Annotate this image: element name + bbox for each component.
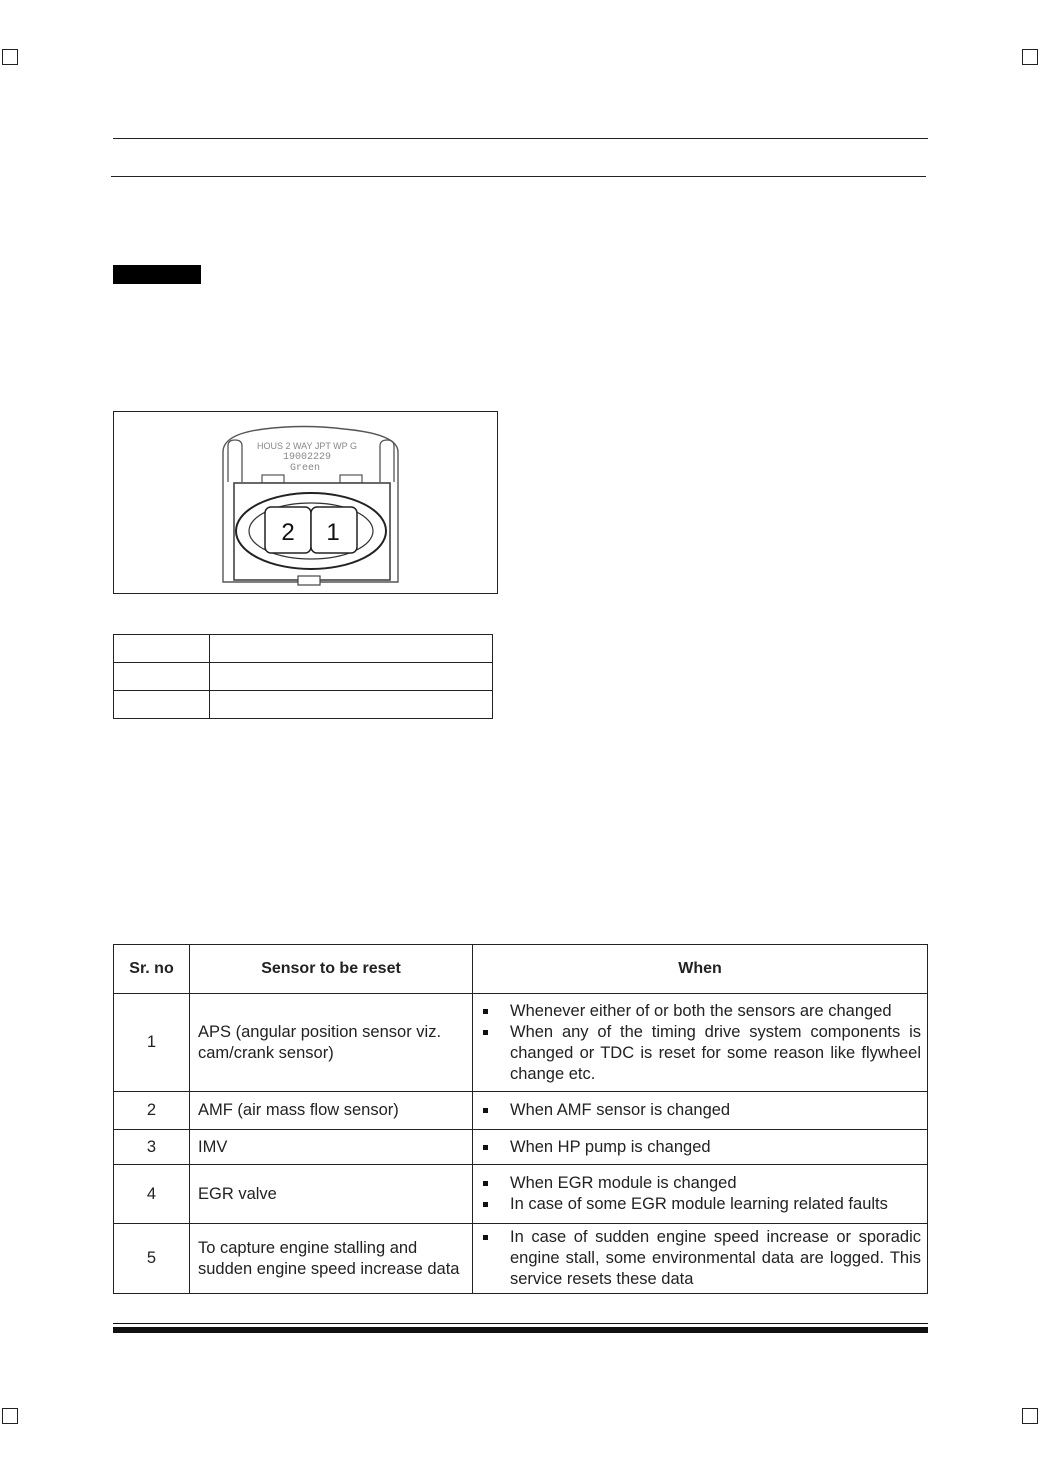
table-header-row — [114, 945, 928, 994]
sensor-reset-table — [113, 944, 928, 1294]
pin-table-cell — [210, 691, 493, 719]
sensor-cell: To capture engine stalling and sudden engine speed increase data — [190, 1224, 473, 1294]
when-cell — [473, 1165, 928, 1224]
sr-no-cell: 3 — [114, 1130, 190, 1165]
footer-rule-thick — [113, 1327, 928, 1333]
when-cell — [473, 994, 928, 1092]
table-row — [114, 1130, 928, 1165]
pin-table-cell — [114, 691, 210, 719]
connector-figure — [113, 411, 498, 594]
pin-table — [113, 634, 493, 719]
when-bullet: When any of the timing drive system components is changed or TDC is reset for some reason like flywheel change etc. — [481, 1022, 921, 1085]
sr-no-cell: 4 — [114, 1165, 190, 1224]
when-cell — [473, 1224, 928, 1294]
table-row — [114, 691, 493, 719]
when-cell — [473, 1092, 928, 1130]
sr-no-cell: 1 — [114, 994, 190, 1092]
crop-mark-top-right — [1022, 49, 1038, 65]
header-rule-bottom — [111, 176, 926, 177]
when-bullet: Whenever either of or both the sensors are changed — [481, 1001, 921, 1022]
pin-label-2: 2 — [281, 519, 295, 546]
table-row — [114, 1092, 928, 1130]
table-row — [114, 635, 493, 663]
sensor-cell: AMF (air mass flow sensor) — [190, 1092, 473, 1130]
pin-table-cell — [114, 663, 210, 691]
header-sensor: Sensor to be reset — [190, 945, 473, 994]
sensor-cell: APS (angular position sensor viz. cam/crank sensor) — [190, 994, 473, 1092]
section-label-block — [113, 265, 201, 284]
pin-table-cell — [210, 663, 493, 691]
header-when: When — [473, 945, 928, 994]
when-bullet: In case of sudden engine speed increase or sporadic engine stall, some environmental data are logged. This service resets these data — [481, 1227, 921, 1290]
sr-no-cell: 5 — [114, 1224, 190, 1294]
sr-no-cell: 2 — [114, 1092, 190, 1130]
pin-label-1: 1 — [326, 519, 340, 546]
sensor-cell: IMV — [190, 1130, 473, 1165]
when-bullet: In case of some EGR module learning related faults — [481, 1194, 921, 1215]
table-row — [114, 994, 928, 1092]
table-row — [114, 663, 493, 691]
pin-table-cell — [114, 635, 210, 663]
when-cell — [473, 1130, 928, 1165]
pin-table-cell — [210, 635, 493, 663]
crop-mark-top-left — [2, 49, 18, 65]
housing-text-line-2: 19002229 — [282, 452, 332, 463]
housing-text-line-1: HOUS 2 WAY JPT WP G — [256, 441, 358, 451]
table-row — [114, 1224, 928, 1294]
table-row — [114, 1165, 928, 1224]
housing-text-line-3: Green — [289, 463, 321, 474]
when-bullet: When HP pump is changed — [481, 1137, 921, 1158]
header-sr-no: Sr. no — [114, 945, 190, 994]
header-rule-top — [113, 138, 928, 139]
sensor-cell: EGR valve — [190, 1165, 473, 1224]
crop-mark-bottom-right — [1022, 1408, 1038, 1424]
crop-mark-bottom-left — [2, 1408, 18, 1424]
when-bullet: When AMF sensor is changed — [481, 1100, 921, 1121]
when-bullet: When EGR module is changed — [481, 1173, 921, 1194]
footer-rule-thin — [113, 1323, 928, 1324]
connector-drawing — [114, 412, 497, 593]
